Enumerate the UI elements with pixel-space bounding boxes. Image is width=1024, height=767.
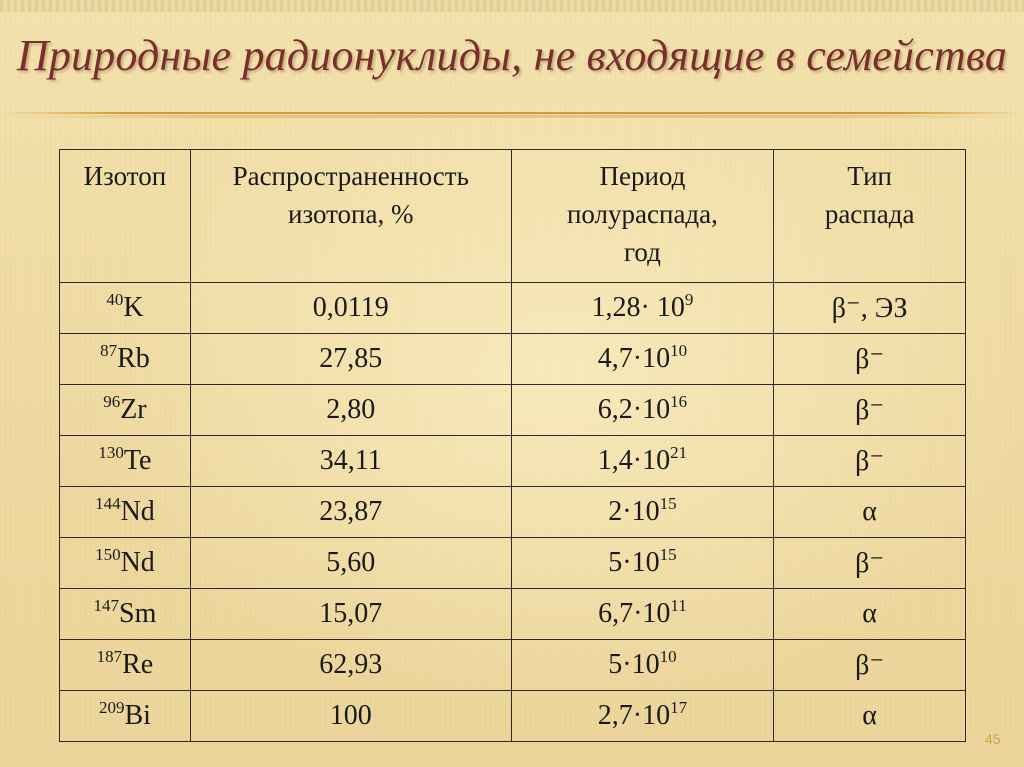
halflife-base: 5·10 [608, 547, 660, 578]
halflife-base: 1,28· 10 [591, 292, 685, 323]
halflife-base: 5·10 [608, 649, 660, 680]
title-underline-shadow [0, 115, 1024, 118]
halflife-base: 6,7·10 [598, 598, 671, 629]
element-symbol: Nd [120, 547, 155, 578]
mass-number: 87 [100, 341, 118, 360]
halflife-exponent: 10 [670, 341, 688, 360]
header-abundance-line2: изотопа, % [288, 199, 414, 229]
abundance-cell: 0,0119 [190, 283, 511, 334]
halflife-exponent: 15 [659, 545, 677, 564]
element-symbol: Zr [120, 394, 147, 425]
decay-type-cell: α [774, 589, 966, 640]
mass-number: 130 [98, 443, 124, 462]
mass-number: 96 [103, 392, 121, 411]
mass-number: 144 [95, 494, 121, 513]
element-symbol: Re [122, 649, 154, 680]
isotope-cell [60, 283, 191, 334]
element-symbol: Nd [120, 496, 155, 527]
halflife-base: 2,7·10 [597, 700, 671, 731]
isotope-cell [60, 538, 191, 589]
table-row [60, 640, 966, 691]
halflife-cell [511, 436, 774, 487]
page-number: 45 [985, 731, 1001, 747]
mass-number: 147 [93, 596, 119, 615]
abundance-cell: 23,87 [190, 487, 511, 538]
mass-number: 150 [95, 545, 121, 564]
mass-number: 40 [106, 290, 124, 309]
abundance-cell: 27,85 [190, 334, 511, 385]
header-halflife-line1: Период [599, 161, 686, 191]
header-decay-line2: распада [824, 199, 915, 229]
slide-title: Природные радионуклиды, не входящие в семейства [16, 31, 1008, 80]
abundance-cell: 15,07 [190, 589, 511, 640]
header-halflife-line2: полураспада, [566, 199, 718, 229]
radionuclide-table [59, 149, 966, 742]
halflife-cell [511, 589, 774, 640]
isotope-cell [60, 436, 191, 487]
header-abundance [190, 150, 511, 283]
header-isotope [60, 150, 191, 283]
halflife-cell [511, 538, 774, 589]
isotope-cell [60, 691, 191, 742]
table-row [60, 283, 966, 334]
abundance-cell: 5,60 [190, 538, 511, 589]
isotope-cell [60, 334, 191, 385]
halflife-cell [511, 487, 774, 538]
isotope-cell [60, 385, 191, 436]
abundance-cell: 34,11 [190, 436, 511, 487]
header-isotope-label: Изотоп [83, 161, 167, 191]
table-row [60, 487, 966, 538]
halflife-base: 2·10 [608, 496, 660, 527]
decay-type-cell: β⁻, ЭЗ [774, 283, 966, 334]
title-underline [0, 112, 1024, 114]
element-symbol: Bi [124, 700, 151, 731]
table-row [60, 334, 966, 385]
decay-type-cell: α [774, 487, 966, 538]
table-row [60, 385, 966, 436]
table-header-row [60, 150, 966, 283]
table-row [60, 538, 966, 589]
isotope-cell [60, 589, 191, 640]
halflife-cell [511, 385, 774, 436]
halflife-exponent: 9 [684, 290, 694, 309]
halflife-exponent: 16 [670, 392, 688, 411]
element-symbol: Te [123, 445, 152, 476]
decay-type-cell: α [774, 691, 966, 742]
halflife-exponent: 11 [670, 596, 687, 615]
halflife-exponent: 17 [670, 698, 688, 717]
isotope-cell [60, 487, 191, 538]
element-symbol: Sm [119, 598, 157, 629]
decay-type-cell: β⁻ [774, 538, 966, 589]
abundance-cell: 2,80 [190, 385, 511, 436]
decay-type-cell: β⁻ [774, 385, 966, 436]
abundance-cell: 100 [190, 691, 511, 742]
halflife-exponent: 10 [659, 647, 677, 666]
table-row [60, 436, 966, 487]
decay-type-cell: β⁻ [774, 640, 966, 691]
table-row [60, 589, 966, 640]
mass-number: 187 [96, 647, 123, 666]
halflife-exponent: 21 [670, 443, 688, 462]
mass-number: 209 [98, 698, 125, 717]
halflife-cell [511, 334, 774, 385]
halflife-cell [511, 691, 774, 742]
halflife-exponent: 15 [659, 494, 677, 513]
halflife-cell [511, 640, 774, 691]
halflife-base: 4,7·10 [597, 343, 671, 374]
decorative-top-stripes [0, 0, 1024, 12]
element-symbol: K [123, 292, 144, 323]
decay-type-cell: β⁻ [774, 334, 966, 385]
element-symbol: Rb [117, 343, 150, 374]
decay-type-cell: β⁻ [774, 436, 966, 487]
header-abundance-line1: Распространенность [232, 161, 469, 191]
halflife-base: 1,4·10 [597, 445, 671, 476]
header-halflife [511, 150, 774, 283]
header-decay-line1: Тип [847, 161, 892, 191]
abundance-cell: 62,93 [190, 640, 511, 691]
header-decay-type [774, 150, 966, 283]
halflife-cell [511, 283, 774, 334]
table-row [60, 691, 966, 742]
isotope-cell [60, 640, 191, 691]
header-halflife-line3: год [624, 237, 661, 267]
halflife-base: 6,2·10 [597, 394, 671, 425]
